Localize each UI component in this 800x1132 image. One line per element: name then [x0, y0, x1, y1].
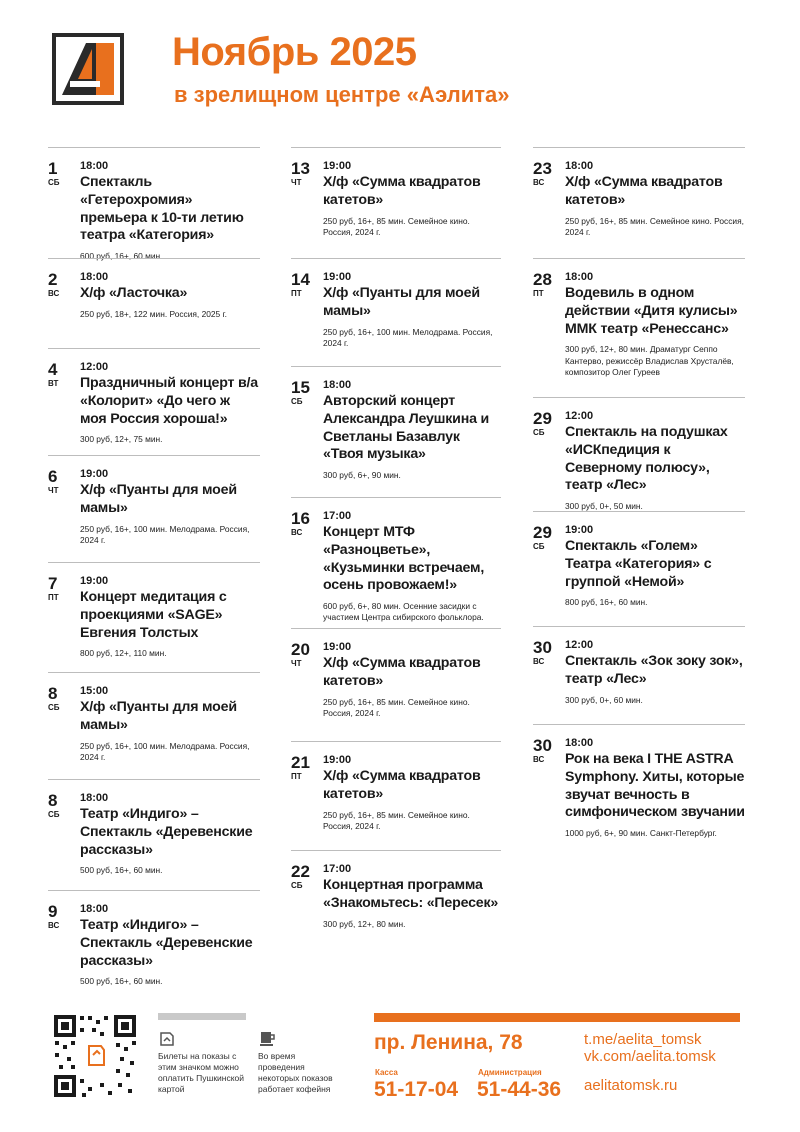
event-info: 600 руб, 6+, 80 мин. Осенние засидки с участием Центра сибирского фольклора.	[323, 601, 484, 623]
event-day: 4	[48, 360, 58, 379]
event-info: 250 руб, 16+, 100 мин. Мелодрама. Россия, 2024 г.	[323, 326, 493, 348]
event-item	[291, 147, 501, 258]
social-links	[584, 1031, 716, 1066]
event-weekday: СБ	[48, 178, 60, 187]
event-title: Авторский концерт Александра Леушкина и Светланы Базавлук «Твоя музыка»	[323, 393, 490, 463]
event-title: Спектакль на подушках «ИСКпедиция к Северному полюсу», театр «Лес»	[565, 424, 728, 494]
pushkin-card-icon	[158, 1030, 176, 1053]
event-day: 30	[533, 736, 552, 755]
event-item	[533, 397, 745, 511]
event-info: 300 руб, 0+, 50 мин.	[565, 501, 643, 512]
event-day: 2	[48, 270, 58, 289]
event-weekday: ВС	[533, 755, 545, 764]
event-item	[291, 258, 501, 366]
event-title: Праздничный концерт в/а «Колорит» «До чего ж моя Россия хороша!»	[80, 375, 258, 427]
event-weekday: ПТ	[291, 289, 302, 298]
event-time: 18:00	[80, 271, 109, 283]
event-title: Концерт МТФ «Разноцветье», «Кузьминки встречаем, осень провожаем!»	[323, 524, 485, 594]
event-info: 300 руб, 12+, 80 мин.	[323, 918, 406, 929]
event-title: Спектакль «Голем» Театра «Категория» с группой «Немой»	[565, 538, 712, 590]
event-day: 14	[291, 270, 310, 289]
event-item	[533, 511, 745, 626]
event-time: 18:00	[565, 271, 594, 283]
event-item	[48, 455, 260, 562]
event-info: 250 руб, 16+, 85 мин. Семейное кино. Россия, 2024 г.	[323, 696, 470, 718]
event-day: 16	[291, 509, 310, 528]
event-time: 19:00	[323, 754, 352, 766]
pushkin-card-note: Билеты на показы с этим значком можно оплатить Пушкинской картой	[158, 1051, 245, 1095]
event-title: Х/ф «Сумма квадратов катетов»	[323, 174, 481, 208]
event-item	[533, 258, 745, 397]
event-time: 18:00	[565, 737, 594, 749]
event-info: 600 руб, 16+, 60 мин.	[80, 251, 163, 262]
event-info: 1000 руб, 6+, 90 мин. Санкт-Петербург.	[565, 828, 717, 839]
event-info: 250 руб, 16+, 85 мин. Семейное кино. Россия, 2024 г.	[323, 215, 470, 237]
admin-label: Администрация	[478, 1068, 542, 1077]
event-info: 300 руб, 6+, 90 мин.	[323, 470, 401, 481]
event-info: 250 руб, 16+, 85 мин. Семейное кино. Россия, 2024 г.	[323, 809, 470, 831]
event-item	[48, 672, 260, 779]
event-weekday: СБ	[291, 397, 303, 406]
event-title: Х/ф «Сумма квадратов катетов»	[323, 768, 481, 802]
event-weekday: ВС	[533, 178, 545, 187]
event-info: 300 руб, 12+, 75 мин.	[80, 434, 163, 445]
event-weekday: ПТ	[48, 593, 59, 602]
event-weekday: ВС	[533, 657, 545, 666]
event-time: 18:00	[323, 379, 352, 391]
event-weekday: ВС	[48, 921, 60, 930]
event-time: 17:00	[323, 510, 352, 522]
event-weekday: СБ	[533, 428, 545, 437]
event-time: 19:00	[323, 160, 352, 172]
kassa-label: Касса	[375, 1068, 398, 1077]
event-item	[291, 741, 501, 850]
event-day: 6	[48, 467, 58, 486]
qr-code[interactable]	[52, 1013, 138, 1099]
coffee-cup-icon	[258, 1028, 276, 1053]
telegram-link[interactable]: t.me/aelita_tomsk	[584, 1031, 702, 1048]
event-time: 15:00	[80, 685, 109, 697]
event-weekday: СБ	[291, 881, 303, 890]
event-item	[48, 562, 260, 672]
event-item	[48, 348, 260, 455]
event-item	[291, 628, 501, 741]
event-time: 12:00	[565, 410, 594, 422]
page-title: Ноябрь 2025	[172, 30, 417, 74]
event-day: 20	[291, 640, 310, 659]
event-info: 250 руб, 16+, 100 мин. Мелодрама. Россия, 2024 г.	[80, 523, 250, 545]
event-time: 12:00	[565, 639, 594, 651]
event-item	[48, 258, 260, 348]
event-info: 500 руб, 16+, 60 мин.	[80, 976, 163, 987]
event-weekday: СБ	[48, 703, 60, 712]
event-item	[48, 147, 260, 262]
event-day: 22	[291, 862, 310, 881]
event-info: 800 руб, 12+, 110 мин.	[80, 648, 167, 659]
event-time: 19:00	[565, 524, 594, 536]
event-time: 18:00	[80, 160, 109, 172]
schedule-column-3	[533, 147, 745, 854]
event-time: 19:00	[80, 575, 109, 587]
event-day: 29	[533, 409, 552, 428]
event-item	[291, 850, 501, 940]
event-day: 7	[48, 574, 58, 593]
event-title: Рок на века I THE ASTRA Symphony. Хиты, которые звучат вечность в симфоническом звучании	[565, 751, 745, 821]
cafe-note: Во время проведения некоторых показов работает кофейня	[258, 1051, 333, 1095]
logo	[52, 33, 124, 105]
event-day: 29	[533, 523, 552, 542]
event-title: Х/ф «Пуанты для моей мамы»	[80, 699, 237, 733]
kassa-phone[interactable]: 51-17-04	[374, 1078, 459, 1101]
event-time: 19:00	[323, 271, 352, 283]
event-info: 300 руб, 0+, 60 мин.	[565, 694, 643, 705]
event-item	[291, 366, 501, 497]
event-day: 15	[291, 378, 310, 397]
schedule-column-1	[48, 147, 260, 995]
vk-link[interactable]: vk.com/aelita.tomsk	[584, 1048, 716, 1066]
event-item	[48, 779, 260, 890]
event-day: 13	[291, 159, 310, 178]
event-weekday: ЧТ	[291, 178, 302, 187]
event-info: 800 руб, 16+, 60 мин.	[565, 597, 648, 608]
page-subtitle: в зрелищном центре «Аэлита»	[174, 82, 510, 107]
qr-code-icon	[52, 1013, 138, 1099]
event-weekday: ЧТ	[48, 486, 59, 495]
event-item	[291, 497, 501, 628]
event-time: 18:00	[80, 903, 109, 915]
website-link[interactable]: aelitatomsk.ru	[584, 1077, 678, 1094]
event-title: Театр «Индиго» – Спектакль «Деревенские рассказы»	[80, 917, 253, 969]
event-day: 9	[48, 902, 58, 921]
event-title: Спектакль «Зок зоку зок», театр «Лес»	[565, 653, 743, 687]
event-day: 8	[48, 791, 58, 810]
event-time: 19:00	[80, 468, 109, 480]
event-weekday: ВТ	[48, 379, 59, 388]
event-item	[533, 626, 745, 724]
event-weekday: ЧТ	[291, 659, 302, 668]
event-title: Х/ф «Ласточка»	[80, 285, 188, 302]
event-item	[533, 724, 745, 854]
event-time: 17:00	[323, 863, 352, 875]
address: пр. Ленина, 78	[374, 1031, 523, 1054]
event-title: Х/ф «Пуанты для моей мамы»	[80, 482, 237, 516]
event-info: 300 руб, 12+, 80 мин. Драматург Сеппо Кантерво, режиссёр Владислав Хрусталёв, композитор Олег Гуреев	[565, 344, 734, 378]
event-item	[533, 147, 745, 258]
event-day: 21	[291, 753, 310, 772]
admin-phone[interactable]: 51-44-36	[477, 1078, 562, 1101]
event-title: Х/ф «Сумма квадратов катетов»	[323, 655, 481, 689]
event-day: 30	[533, 638, 552, 657]
event-time: 19:00	[323, 641, 352, 653]
aelita-logo-icon	[56, 37, 120, 101]
event-weekday: ВС	[291, 528, 303, 537]
schedule-column-2	[291, 147, 501, 940]
event-title: Х/ф «Пуанты для моей мамы»	[323, 285, 480, 319]
event-weekday: СБ	[533, 542, 545, 551]
event-title: Х/ф «Сумма квадратов катетов»	[565, 174, 723, 208]
event-time: 18:00	[565, 160, 594, 172]
divider	[158, 1013, 246, 1020]
event-title: Водевиль в одном действии «Дитя кулисы» ММК театр «Ренессанс»	[565, 285, 738, 337]
event-day: 28	[533, 270, 552, 289]
event-day: 1	[48, 159, 58, 178]
event-title: Концерт медитация с проекциями «SAGE» Евгения Толстых	[80, 589, 227, 641]
event-day: 23	[533, 159, 552, 178]
event-weekday: СБ	[48, 810, 60, 819]
event-time: 18:00	[80, 792, 109, 804]
event-title: Театр «Индиго» – Спектакль «Деревенские рассказы»	[80, 806, 253, 858]
event-item	[48, 890, 260, 995]
event-day: 8	[48, 684, 58, 703]
event-weekday: ПТ	[533, 289, 544, 298]
accent-bar	[374, 1013, 740, 1022]
event-info: 250 руб, 16+, 100 мин. Мелодрама. Россия, 2024 г.	[80, 740, 250, 762]
event-time: 12:00	[80, 361, 109, 373]
event-weekday: ПТ	[291, 772, 302, 781]
event-info: 500 руб, 16+, 60 мин.	[80, 865, 163, 876]
event-title: Концертная программа «Знакомьтесь: «Пересек»	[323, 877, 499, 911]
event-title: Спектакль «Гетерохромия» премьера к 10-ти летию театра «Категория»	[80, 174, 244, 244]
event-info: 250 руб, 16+, 85 мин. Семейное кино. Россия, 2024 г.	[565, 215, 744, 237]
event-info: 250 руб, 18+, 122 мин. Россия, 2025 г.	[80, 308, 227, 319]
event-weekday: ВС	[48, 289, 60, 298]
